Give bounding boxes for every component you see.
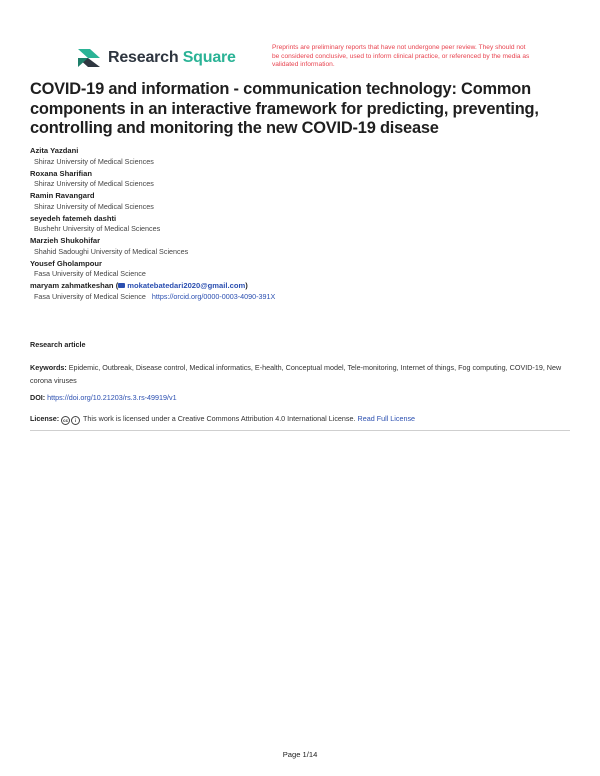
- corresponding-author-affiliation: Fasa University of Medical Science: [34, 291, 146, 301]
- license-text: This work is licensed under a Creative Commons Attribution 4.0 International License.: [83, 414, 356, 423]
- orcid-link[interactable]: https://orcid.org/0000-0003-4090-391X: [151, 291, 276, 301]
- keywords-text: Epidemic, Outbreak, Disease control, Medical informatics, E-health, Conceptual model, Tele-monitoring, Internet of things, Fog computing, COVID-19, New corona viruses: [30, 363, 562, 385]
- paper-title: COVID-19 and information - communication technology: Common components in an interactive framework for predicting, preventing, controlling and monitoring the new COVID-19 disease: [30, 80, 539, 137]
- corresponding-author-line: maryam zahmatkeshan ( mokatebatedari2020@gmail.com): [30, 281, 248, 290]
- logo-word-research: Research: [108, 49, 179, 66]
- license-label: License:: [30, 414, 60, 423]
- author-affiliation: Shiraz University of Medical Sciences: [34, 156, 154, 166]
- author-entry: [30, 259, 570, 280]
- corresponding-author-name[interactable]: maryam zahmatkeshan: [30, 281, 114, 290]
- attribution-icon: i: [71, 416, 80, 425]
- corresponding-author-email[interactable]: mokatebatedari2020@gmail.com: [127, 281, 246, 290]
- preprint-disclaimer: Preprints are preliminary reports that have not undergone peer review. They should not be considered conclusive, used to inform clinical practice, or referenced by the media as validated information.: [272, 44, 530, 69]
- corresponding-author-affiliation-line: [30, 292, 570, 303]
- author-name[interactable]: Azita Yazdani: [30, 146, 79, 155]
- author-entry: [30, 214, 570, 235]
- creative-commons-icon: cc: [63, 418, 69, 423]
- read-full-license-link[interactable]: Read Full License: [357, 414, 416, 423]
- author-name[interactable]: Yousef Gholampour: [30, 258, 103, 268]
- logo-word-square: Square: [182, 49, 236, 66]
- corresponding-author-entry: [30, 281, 570, 302]
- research-square-logo[interactable]: [76, 47, 236, 69]
- author-name[interactable]: Roxana Sharifian: [30, 168, 93, 178]
- keywords-line: [30, 361, 570, 387]
- author-entry: [30, 236, 570, 257]
- author-name[interactable]: seyedeh fatemeh dashti: [30, 213, 117, 223]
- author-affiliation: Fasa University of Medical Science: [34, 269, 146, 278]
- author-entry: [30, 169, 570, 190]
- logo-wordmark: [108, 49, 236, 67]
- research-square-logo-icon: [76, 47, 102, 69]
- author-affiliation: Shahid Sadoughi University of Medical Sciences: [34, 246, 189, 256]
- page-number: Page 1/14: [282, 750, 318, 759]
- author-affiliation: Bushehr University of Medical Sciences: [34, 224, 161, 233]
- doi-link[interactable]: https://doi.org/10.21203/rs.3.rs-49919/v1: [47, 393, 177, 402]
- author-affiliation: Shiraz University of Medical Sciences: [34, 201, 154, 211]
- author-entry: [30, 146, 570, 167]
- license-line: [30, 414, 415, 425]
- email-icon: [118, 283, 125, 288]
- article-type: Research article: [30, 340, 86, 349]
- author-name[interactable]: Ramin Ravangard: [30, 191, 95, 200]
- author-entry: [30, 191, 570, 212]
- keywords-label: Keywords:: [30, 363, 67, 372]
- section-divider: [30, 430, 570, 431]
- author-list: [30, 146, 570, 304]
- doi-line: [30, 393, 177, 402]
- author-name[interactable]: Marzieh Shukohifar: [30, 236, 101, 245]
- doi-label: DOI:: [30, 393, 46, 402]
- author-affiliation: Shiraz University of Medical Sciences: [34, 179, 154, 188]
